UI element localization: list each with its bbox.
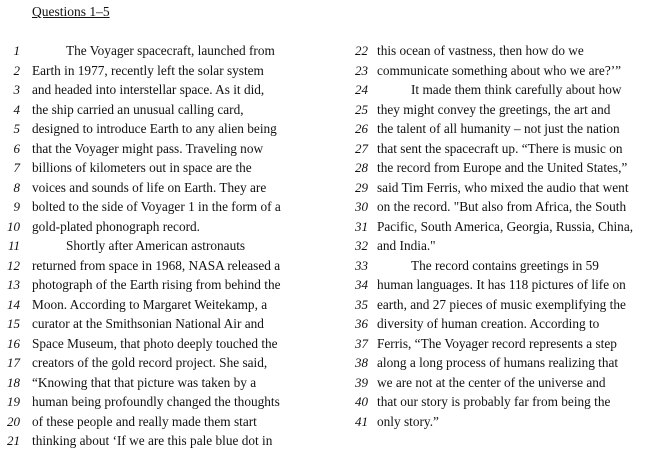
line-text: designed to introduce Earth to any alien being (32, 121, 277, 136)
passage-line (0, 353, 330, 373)
line-number: 7 (13, 160, 20, 175)
line-text: human languages. It has 118 pictures of life on (377, 277, 626, 292)
line-text: “Knowing that that picture was taken by a (32, 374, 257, 390)
line-text: Moon. According to Margaret Weitekamp, a (32, 296, 268, 312)
line-number: 2 (13, 62, 20, 78)
line-number: 5 (13, 121, 20, 136)
line-text: It made them think carefully about how (411, 82, 622, 97)
line-number: 11 (7, 238, 20, 253)
passage-line (340, 412, 665, 432)
passage-line (340, 314, 665, 334)
line-text: earth, and 27 pieces of music exemplifying the (377, 296, 626, 312)
line-text: photograph of the Earth rising from behind the (32, 277, 281, 292)
page-title: Questions 1–5 (32, 4, 110, 19)
passage-line (340, 197, 665, 217)
line-number: 14 (7, 296, 20, 312)
passage-line (340, 61, 665, 81)
passage-line (0, 178, 330, 198)
line-number: 24 (355, 82, 368, 97)
line-text: returned from space in 1968, NASA released a (32, 257, 281, 273)
line-number: 30 (355, 199, 368, 214)
line-number: 22 (355, 43, 368, 58)
line-text: we are not at the center of the universe and (377, 374, 606, 390)
passage-line (0, 41, 330, 61)
line-text: The record contains greetings in 59 (411, 257, 599, 273)
line-text: billions of kilometers out in space are the (32, 160, 252, 175)
passage-line (340, 119, 665, 139)
passage-line (340, 295, 665, 315)
line-text: that the Voyager might pass. Traveling now (32, 140, 264, 156)
line-text: Space Museum, that photo deeply touched the (32, 335, 278, 351)
line-text: gold-plated phonograph record. (32, 218, 201, 234)
passage-line (340, 139, 665, 159)
line-text: thinking about ‘If we are this pale blue dot in (32, 433, 273, 448)
line-number: 25 (355, 101, 368, 117)
line-number: 32 (355, 238, 368, 253)
line-number: 40 (355, 394, 368, 409)
line-text: the ship carried an unusual calling card, (32, 101, 244, 117)
passage-line (340, 217, 665, 237)
passage-line (0, 119, 330, 139)
passage-line (0, 295, 330, 315)
line-number: 19 (7, 394, 20, 409)
line-text: and India." (377, 238, 436, 253)
passage-line (0, 334, 330, 354)
passage-line (340, 353, 665, 373)
line-number: 12 (7, 257, 20, 273)
line-number: 28 (355, 160, 368, 175)
line-text: Pacific, South America, Georgia, Russia, China, (377, 218, 634, 234)
passage-line (340, 256, 665, 276)
passage-column-right (340, 41, 665, 431)
passage-line (340, 41, 665, 61)
line-number: 4 (13, 101, 20, 117)
line-number: 23 (355, 62, 368, 78)
line-number: 36 (355, 316, 368, 331)
line-text: that our story is probably far from being the (377, 394, 611, 409)
passage-line (0, 256, 330, 276)
line-number: 34 (355, 277, 368, 292)
passage-line (0, 431, 330, 451)
line-text: creators of the gold record project. She said, (32, 355, 268, 370)
passage-line (340, 80, 665, 100)
passage-line (0, 80, 330, 100)
line-text: the talent of all humanity – not just the nation (377, 121, 620, 136)
line-number: 21 (7, 433, 20, 448)
passage-line (340, 373, 665, 393)
line-number: 16 (7, 335, 20, 351)
passage-line (0, 236, 330, 256)
line-text: Ferris, “The Voyager record represents a step (377, 335, 617, 351)
passage-line (0, 100, 330, 120)
passage-line (340, 236, 665, 256)
line-number: 39 (355, 374, 368, 390)
line-number: 27 (355, 140, 368, 156)
passage-line (340, 100, 665, 120)
line-number: 15 (7, 316, 20, 331)
passage-line (0, 61, 330, 81)
line-text: curator at the Smithsonian National Air and (32, 316, 264, 331)
line-text: that sent the spacecraft up. “There is music on (377, 140, 623, 156)
line-text: on the record. "But also from Africa, the South (377, 199, 627, 214)
line-number: 18 (7, 374, 20, 390)
passage-line (0, 373, 330, 393)
line-text: said Tim Ferris, who mixed the audio that went (377, 179, 629, 195)
passage-line (0, 139, 330, 159)
line-text: The Voyager spacecraft, launched from (66, 43, 275, 58)
passage-line (340, 275, 665, 295)
line-text: this ocean of vastness, then how do we (377, 43, 584, 58)
passage-line (340, 178, 665, 198)
line-number: 17 (7, 355, 20, 370)
line-text: bolted to the side of Voyager 1 in the form of a (32, 199, 281, 214)
line-number: 33 (355, 257, 368, 273)
line-number: 20 (7, 413, 20, 429)
line-number: 35 (355, 296, 368, 312)
passage-line (0, 392, 330, 412)
passage-line (340, 392, 665, 412)
line-text: communicate something about who we are?’” (377, 62, 622, 78)
line-number: 1 (13, 43, 20, 58)
line-text: along a long process of humans realizing that (377, 355, 619, 370)
passage-line (0, 197, 330, 217)
line-text: Shortly after American astronauts (66, 238, 246, 253)
line-number: 29 (355, 179, 368, 195)
passage-line (0, 412, 330, 432)
passage-column-left (0, 41, 330, 451)
line-number: 37 (355, 335, 368, 351)
line-number: 41 (355, 413, 368, 429)
passage-line (0, 314, 330, 334)
line-number: 13 (7, 277, 20, 292)
line-number: 6 (13, 140, 20, 156)
line-text: Earth in 1977, recently left the solar system (32, 62, 264, 78)
line-text: voices and sounds of life on Earth. They are (32, 179, 267, 195)
line-text: of these people and really made them start (32, 413, 257, 429)
line-number: 3 (13, 82, 20, 97)
line-number: 8 (13, 179, 20, 195)
line-number: 26 (355, 121, 368, 136)
line-text: the record from Europe and the United States,” (377, 160, 628, 175)
passage-line (340, 158, 665, 178)
line-number: 9 (13, 199, 20, 214)
passage-line (0, 158, 330, 178)
line-text: and headed into interstellar space. As it did, (32, 82, 265, 97)
line-text: human being profoundly changed the thoughts (32, 394, 280, 409)
passage-line (0, 275, 330, 295)
line-text: only story.” (377, 413, 439, 429)
line-text: they might convey the greetings, the art and (377, 101, 611, 117)
line-number: 10 (7, 218, 20, 234)
line-number: 31 (355, 218, 368, 234)
passage-line (0, 217, 330, 237)
line-number: 38 (355, 355, 368, 370)
line-text: diversity of human creation. According to (377, 316, 600, 331)
passage-line (340, 334, 665, 354)
